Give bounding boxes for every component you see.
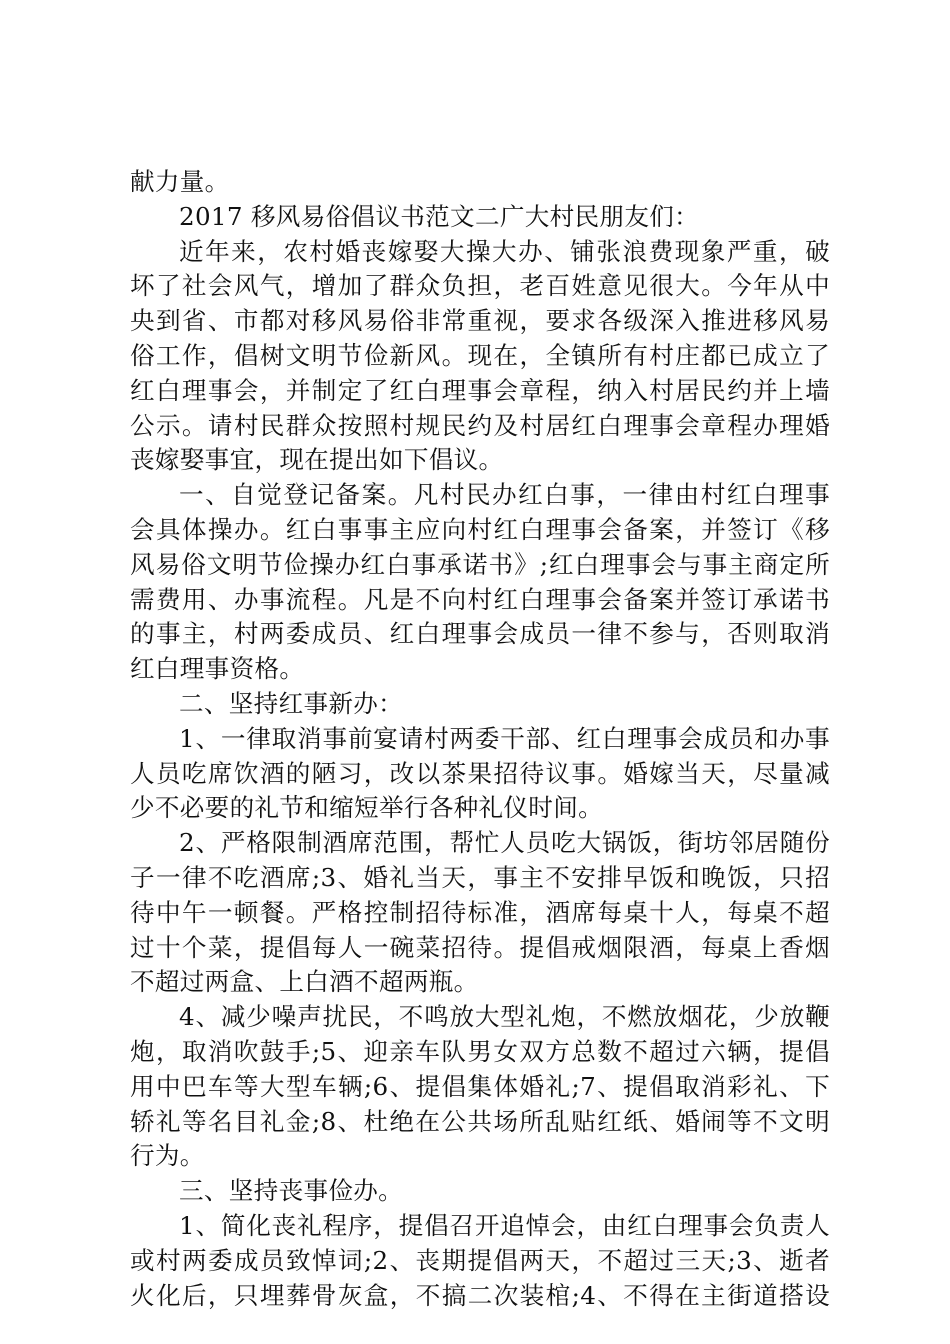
text-line: 1、简化丧礼程序，提倡召开追悼会，由红白理事会负责人 [179, 1210, 830, 1240]
text-line: 坏了社会风气，增加了群众负担，老百姓意见很大。今年从中 [130, 271, 830, 301]
text-line: 丧嫁娶事宜，现在提出如下倡议。 [130, 445, 504, 475]
paragraph-section-three-item-1 [130, 1209, 830, 1313]
paragraph-section-one [130, 478, 830, 687]
text-line: 三、坚持丧事俭办。 [179, 1176, 404, 1206]
text-line: 央到省、市都对移风易俗非常重视，要求各级深入推进移风易 [130, 306, 830, 336]
paragraph-section-three-heading [130, 1174, 830, 1209]
text-line: 会具体操办。红白事事主应向村红白理事会备案，并签订《移 [130, 514, 830, 544]
text-line: 公示。请村民群众按照村规民约及村居红白理事会章程办理婚 [130, 410, 830, 440]
text-line: 的事主，村两委成员、红白理事会成员一律不参与，否则取消 [130, 619, 830, 649]
text-line: 红白理事资格。 [130, 654, 305, 684]
text-line: 2017 移风易俗倡议书范文二广大村民朋友们： [179, 201, 699, 231]
text-line: 风易俗文明节俭操办红白事承诺书》;红白理事会与事主商定所 [130, 549, 830, 579]
text-line: 行为。 [130, 1141, 205, 1171]
text-line: 二、坚持红事新办： [179, 688, 404, 718]
paragraph-continuation [130, 165, 830, 200]
text-line: 2、严格限制酒席范围，帮忙人员吃大锅饭，街坊邻居随份 [179, 828, 830, 858]
paragraph-section-two-item-1 [130, 722, 830, 826]
text-line: 待中午一顿餐。严格控制招待标准，酒席每桌十人，每桌不超 [130, 897, 830, 927]
text-line: 少不必要的礼节和缩短举行各种礼仪时间。 [130, 793, 603, 823]
text-line: 1、一律取消事前宴请村两委干部、红白理事会成员和办事 [179, 723, 830, 753]
text-line: 一、自觉登记备案。凡村民办红白事，一律由村红白理事 [179, 480, 830, 510]
document-body [130, 165, 830, 1313]
paragraph-section-two-heading [130, 687, 830, 722]
text-line: 4、减少噪声扰民，不鸣放大型礼炮，不燃放烟花，少放鞭 [179, 1002, 830, 1032]
text-line: 火化后，只埋葬骨灰盒，不搞二次装棺;4、不得在主街道搭设 [130, 1280, 830, 1310]
text-line: 轿礼等名目礼金;8、杜绝在公共场所乱贴红纸、婚闹等不文明 [130, 1106, 830, 1136]
text-line: 用中巴车等大型车辆;6、提倡集体婚礼;7、提倡取消彩礼、下 [130, 1071, 830, 1101]
text-line: 过十个菜，提倡每人一碗菜招待。提倡戒烟限酒，每桌上香烟 [130, 932, 830, 962]
text-line: 不超过两盒、上白酒不超两瓶。 [130, 967, 479, 997]
text-line: 需费用、办事流程。凡是不向村红白理事会备案并签订承诺书 [130, 584, 830, 614]
text-line: 献力量。 [130, 167, 230, 196]
paragraph-heading-sample-two [130, 200, 830, 235]
text-line: 近年来，农村婚丧嫁娶大操大办、铺张浪费现象严重，破 [179, 236, 830, 266]
text-line: 红白理事会，并制定了红白理事会章程，纳入村居民约并上墙 [130, 375, 830, 405]
text-line: 或村两委成员致悼词;2、丧期提倡两天，不超过三天;3、逝者 [130, 1245, 830, 1275]
paragraph-section-two-item-2 [130, 826, 830, 1000]
text-line: 人员吃席饮酒的陋习，改以茶果招待议事。婚嫁当天，尽量减 [130, 758, 830, 788]
text-line: 子一律不吃酒席;3、婚礼当天，事主不安排早饭和晚饭，只招 [130, 862, 830, 892]
text-line: 炮，取消吹鼓手;5、迎亲车队男女双方总数不超过六辆，提倡 [130, 1036, 830, 1066]
text-line: 俗工作，倡树文明节俭新风。现在，全镇所有村庄都已成立了 [130, 340, 830, 370]
paragraph-section-two-item-4 [130, 1000, 830, 1174]
paragraph-intro [130, 235, 830, 479]
